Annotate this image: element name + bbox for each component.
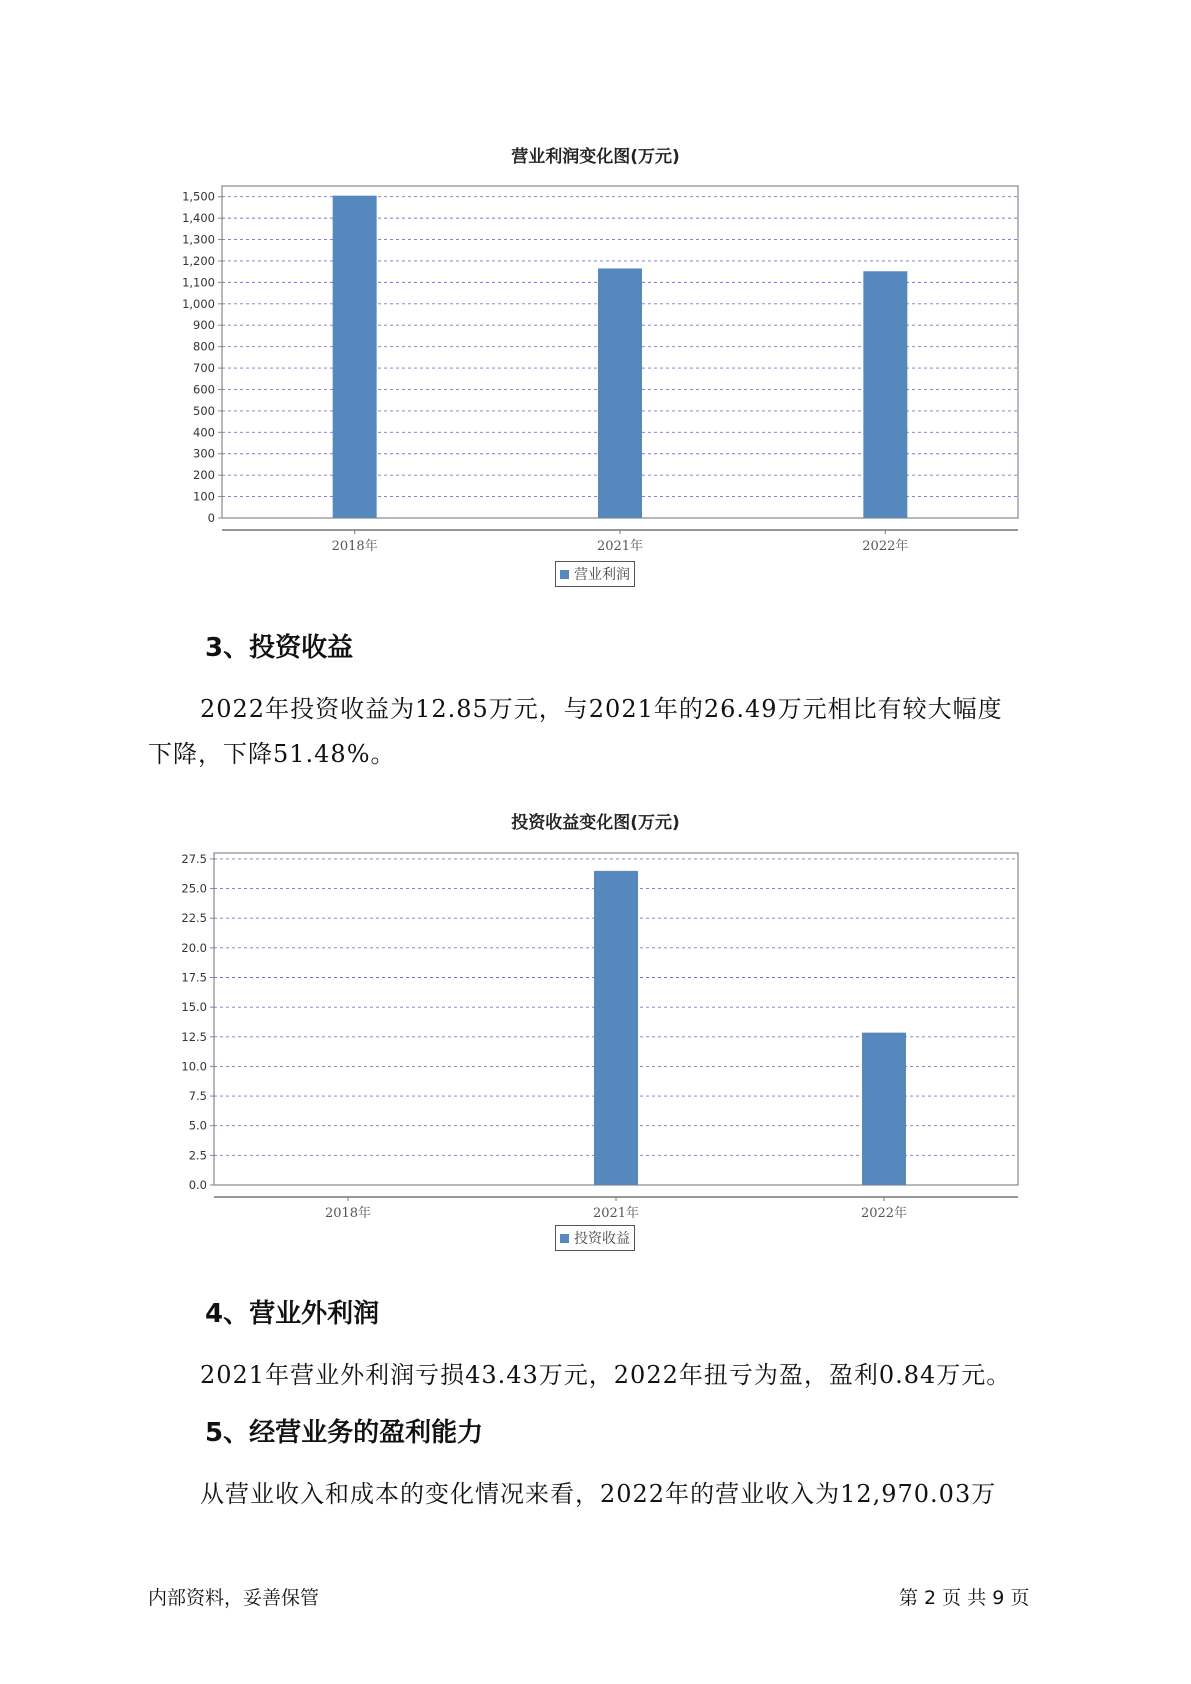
section3-paragraph-line2: 下降，下降51.48%。 bbox=[148, 740, 396, 768]
y-tick-label: 10.0 bbox=[181, 1059, 207, 1074]
y-tick-label: 0 bbox=[207, 511, 215, 525]
bar-2022年 bbox=[862, 1033, 906, 1185]
y-tick-label: 200 bbox=[193, 468, 215, 483]
legend-swatch bbox=[560, 1234, 569, 1243]
chart1-title: 营业利润变化图(万元) bbox=[511, 147, 680, 167]
section5-heading: 5、经营业务的盈利能力 bbox=[205, 1418, 484, 1448]
y-tick-label: 400 bbox=[193, 425, 215, 440]
x-tick-label: 2022年 bbox=[862, 539, 909, 554]
y-tick-label: 12.5 bbox=[181, 1029, 207, 1044]
y-tick-label: 22.5 bbox=[181, 911, 207, 926]
chart1-legend-label: 营业利润 bbox=[574, 567, 630, 583]
y-tick-label: 700 bbox=[193, 361, 215, 376]
section3-paragraph-line1: 2022年投资收益为12.85万元，与2021年的26.49万元相比有较大幅度 bbox=[200, 695, 1003, 723]
bar-2021年 bbox=[594, 871, 638, 1185]
y-tick-label: 27.5 bbox=[181, 851, 207, 866]
y-tick-label: 600 bbox=[193, 382, 215, 397]
y-tick-label: 500 bbox=[193, 403, 215, 418]
x-tick-label: 2018年 bbox=[324, 1206, 372, 1221]
y-tick-label: 1,300 bbox=[182, 232, 215, 247]
y-tick-label: 300 bbox=[193, 446, 215, 461]
chart2-title: 投资收益变化图(万元) bbox=[511, 813, 680, 833]
y-tick-label: 1,100 bbox=[182, 275, 215, 290]
chart2-legend bbox=[555, 1225, 635, 1251]
y-tick-label: 5.0 bbox=[188, 1118, 207, 1133]
section3-heading: 3、投资收益 bbox=[205, 633, 354, 663]
y-tick-label: 17.5 bbox=[181, 970, 207, 985]
y-tick-label: 0.0 bbox=[188, 1178, 207, 1192]
y-tick-label: 1,500 bbox=[182, 189, 215, 204]
section5-paragraph: 从营业收入和成本的变化情况来看，2022年的营业收入为12,970.03万 bbox=[200, 1480, 997, 1508]
chart2-legend-label: 投资收益 bbox=[574, 1231, 630, 1247]
y-tick-label: 2.5 bbox=[188, 1148, 207, 1163]
y-tick-label: 800 bbox=[193, 339, 215, 354]
x-tick-label: 2018年 bbox=[331, 539, 378, 554]
x-tick-label: 2021年 bbox=[596, 539, 644, 554]
x-tick-label: 2022年 bbox=[860, 1206, 908, 1221]
footer-page-number: 第 2 页 共 9 页 bbox=[899, 1587, 1030, 1609]
y-tick-label: 900 bbox=[193, 318, 215, 333]
y-tick-label: 20.0 bbox=[181, 940, 207, 955]
x-tick-label: 2021年 bbox=[592, 1206, 640, 1221]
footer-confidential-note: 内部资料，妥善保管 bbox=[148, 1587, 320, 1609]
y-tick-label: 1,400 bbox=[182, 211, 215, 226]
y-tick-label: 1,200 bbox=[182, 253, 215, 268]
y-tick-label: 25.0 bbox=[181, 881, 207, 896]
y-tick-label: 1,000 bbox=[182, 296, 215, 311]
y-tick-label: 7.5 bbox=[188, 1089, 207, 1104]
y-tick-label: 100 bbox=[193, 489, 215, 504]
section4-paragraph: 2021年营业外利润亏损43.43万元，2022年扭亏为盈，盈利0.84万元。 bbox=[200, 1361, 1012, 1389]
section4-heading: 4、营业外利润 bbox=[205, 1299, 380, 1329]
y-tick-label: 15.0 bbox=[181, 1000, 207, 1015]
